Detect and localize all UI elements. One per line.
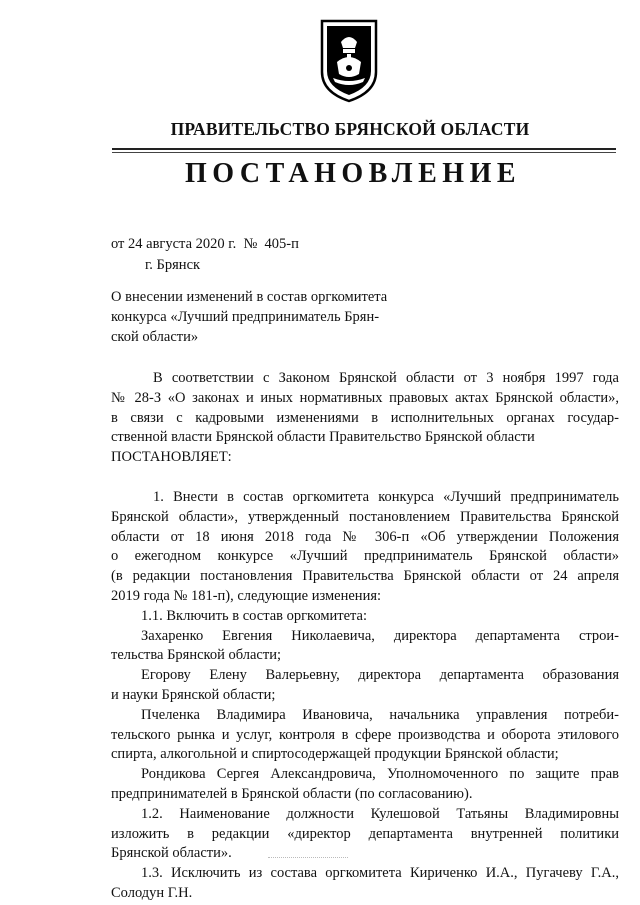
text-line: ПОСТАНОВЛЯЕТ: (111, 449, 232, 466)
text-line: Егорову Елену Валерьевну, директора департамента образования (141, 667, 619, 684)
header-rule-thin (112, 152, 616, 153)
header-rule-thick (112, 148, 616, 150)
text-line: (в редакции постановления Правительства Брянской области от 24 апреля (111, 568, 619, 585)
document-type: ПОСТАНОВЛЕНИЕ (184, 158, 522, 189)
government-name: ПРАВИТЕЛЬСТВО БРЯНСКОЙ ОБЛАСТИ (170, 119, 530, 139)
page-separator (268, 857, 348, 858)
member-entry (111, 666, 619, 706)
text-line: о ежегодном конкурсе «Лучший предприниматель Брянской области» (111, 548, 619, 565)
text-line: тельства Брянской области; (111, 647, 281, 664)
text-line: 1.2. Наименование должности Кулешовой Татьяны Владимировны (141, 805, 619, 822)
preamble (111, 369, 619, 468)
subject-line: ской области» (111, 329, 199, 345)
document-subject (111, 287, 401, 347)
item-1-1: 1.1. Включить в состав оргкомитета: (141, 607, 368, 624)
text-line: и науки Брянской области; (111, 686, 276, 703)
item-1-3 (111, 864, 619, 904)
item-1 (111, 488, 619, 607)
document-city: г. Брянск (145, 257, 201, 273)
text-line: 1.3. Исключить из состава оргкомитета Кириченко И.А., Пугачеву Г.А., (141, 865, 619, 882)
item-1-2 (111, 805, 619, 864)
text-line: ственной власти Брянской области Правительство Брянской области (111, 429, 535, 446)
text-line: Брянской области». (111, 845, 232, 862)
subject-line: конкурса «Лучший предприниматель Брян- (111, 309, 380, 325)
document-body (111, 369, 619, 904)
text-line: в связи с кадровыми изменениями в исполнительных органах государ- (111, 409, 619, 426)
text-line: области от 18 июня 2018 года № 306-п «Об утверждении Положения (111, 528, 619, 545)
text-line: Брянской области», утвержденный постановлением Правительства Брянской (111, 508, 619, 525)
text-line: Солодун Г.Н. (111, 884, 193, 901)
text-line: В соответствии с Законом Брянской области от 3 ноября 1997 года (153, 370, 619, 386)
member-entry (111, 765, 619, 805)
member-entry (111, 706, 619, 765)
text-line: спирта, алкогольной и спиртосодержащей продукции Брянской области; (111, 746, 559, 763)
text-line: № 28-З «О законах и иных нормативных правовых актах Брянской области», (111, 389, 619, 406)
coat-of-arms-icon (319, 18, 379, 104)
text-line: тельского рынка и услуг, контроля в сфере производства и оборота этилового (111, 726, 619, 743)
text-line: Рондикова Сергея Александровича, Уполномоченного по защите прав (141, 766, 619, 783)
text-line: 1. Внести в состав оргкомитета конкурса «Лучший предприниматель (153, 488, 619, 505)
document-date-number: от 24 августа 2020 г. № 405-п (111, 236, 299, 252)
text-line: предпринимателей в Брянской области (по согласованию). (111, 785, 473, 802)
text-line: Захаренко Евгения Николаевича, директора департамента строи- (141, 627, 619, 644)
text-line: Пчеленка Владимира Ивановича, начальника управления потреби- (141, 706, 619, 723)
member-entry (111, 627, 619, 667)
text-line: изложить в редакции «директор департамента внутренней политики (111, 825, 619, 842)
text-line: 2019 года № 181-п), следующие изменения: (111, 587, 382, 604)
subject-line: О внесении изменений в состав оргкомитета (111, 289, 388, 305)
